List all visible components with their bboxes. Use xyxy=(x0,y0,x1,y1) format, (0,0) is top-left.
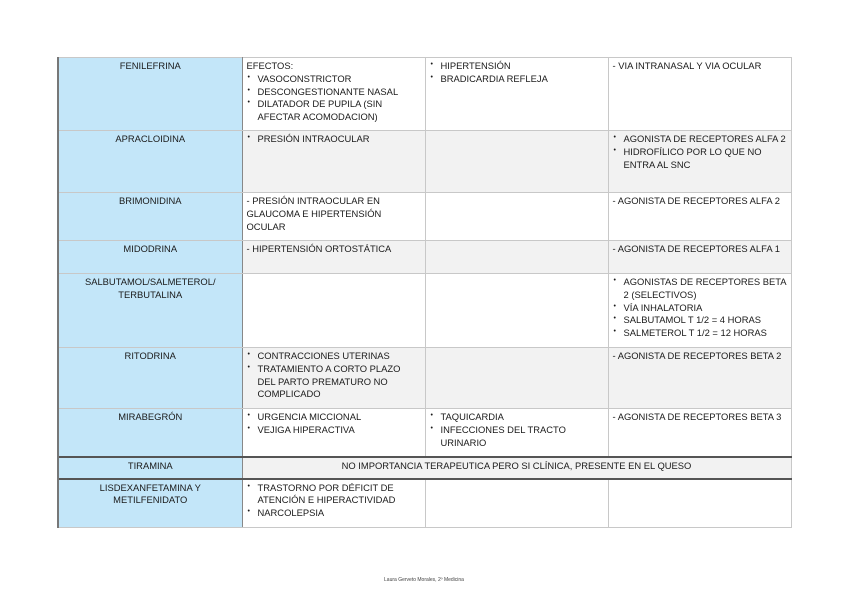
bullet-item: • DESCONGESTIONANTE NASAL xyxy=(247,86,421,99)
drug-name: MIDODRINA xyxy=(58,241,242,274)
table-row xyxy=(58,193,791,241)
c2-cell xyxy=(425,193,608,241)
c3-text: - AGONISTA DE RECEPTORES BETA 2 xyxy=(612,350,782,361)
c1-bullet-list xyxy=(247,133,421,146)
c3-cell xyxy=(608,131,791,193)
c3-cell xyxy=(608,193,791,241)
c3-text: - AGONISTA DE RECEPTORES BETA 3 xyxy=(612,411,782,422)
bullet-item: • BRADICARDIA REFLEJA xyxy=(430,73,604,86)
c1-bullet-list xyxy=(247,73,421,124)
drug-name: MIRABEGRÓN xyxy=(58,409,242,457)
c3-text: - AGONISTA DE RECEPTORES ALFA 2 xyxy=(612,195,780,206)
drug-name: BRIMONIDINA xyxy=(58,193,242,241)
table-row xyxy=(58,241,791,274)
c3-text: - AGONISTA DE RECEPTORES ALFA 1 xyxy=(612,243,780,254)
c2-cell xyxy=(425,348,608,409)
c2-cell xyxy=(425,274,608,348)
c2-cell xyxy=(425,131,608,193)
table-row xyxy=(58,457,791,479)
table-row xyxy=(58,348,791,409)
merged-note: NO IMPORTANCIA TERAPEUTICA PERO SI CLÍNICA, PRESENTE EN EL QUESO xyxy=(242,457,791,479)
bullet-item: • INFECCIONES DEL TRACTO URINARIO xyxy=(430,424,604,450)
pharmacology-table xyxy=(57,57,792,528)
bullet-item: • TRASTORNO POR DÉFICIT DE ATENCIÓN E HIPERACTIVIDAD xyxy=(247,482,421,508)
c1-bullet-list xyxy=(247,411,421,437)
c1-cell xyxy=(242,348,425,409)
drug-name: SALBUTAMOL/SALMETEROL/ TERBUTALINA xyxy=(58,274,242,348)
c1-cell xyxy=(242,274,425,348)
page-footer: Laura Gerveto Morales, 2º Medicina xyxy=(384,577,464,583)
drug-name: FENILEFRINA xyxy=(58,58,242,131)
c1-text: EFECTOS: xyxy=(246,60,294,71)
bullet-item: • AGONISTAS DE RECEPTORES BETA 2 (SELECTIVOS) xyxy=(613,276,787,302)
bullet-item: • HIDROFÍLICO POR LO QUE NO ENTRA AL SNC xyxy=(613,146,787,172)
c2-bullet-list xyxy=(430,60,604,86)
table-row xyxy=(58,409,791,457)
c1-cell xyxy=(242,241,425,274)
c3-text: - VIA INTRANASAL Y VIA OCULAR xyxy=(612,60,762,71)
c3-bullet-list xyxy=(613,276,787,340)
c3-cell xyxy=(608,409,791,457)
bullet-item: • SALMETEROL T 1/2 = 12 HORAS xyxy=(613,327,787,340)
c1-text: - PRESIÓN INTRAOCULAR EN GLAUCOMA E HIPERTENSIÓN OCULAR xyxy=(246,195,382,232)
c1-cell xyxy=(242,409,425,457)
table-row xyxy=(58,479,791,528)
drug-name: LISDEXANFETAMINA Y METILFENIDATO xyxy=(58,479,242,528)
c3-cell xyxy=(608,348,791,409)
bullet-item: • CONTRACCIONES UTERINAS xyxy=(247,350,421,363)
c1-text: - HIPERTENSIÓN ORTOSTÁTICA xyxy=(246,243,392,254)
c3-cell xyxy=(608,479,791,528)
table-row xyxy=(58,131,791,193)
bullet-item: • TRATAMIENTO A CORTO PLAZO DEL PARTO PREMATURO NO COMPLICADO xyxy=(247,363,421,401)
bullet-item: • SALBUTAMOL T 1/2 = 4 HORAS xyxy=(613,314,787,327)
c2-bullet-list xyxy=(430,411,604,449)
c2-cell xyxy=(425,58,608,131)
c2-cell xyxy=(425,409,608,457)
c2-cell xyxy=(425,241,608,274)
bullet-item: • VASOCONSTRICTOR xyxy=(247,73,421,86)
bullet-item: • VÍA INHALATORIA xyxy=(613,302,787,315)
bullet-item: • DILATADOR DE PUPILA (SIN AFECTAR ACOMODACION) xyxy=(247,98,421,124)
drug-name: TIRAMINA xyxy=(58,457,242,479)
bullet-item: • URGENCIA MICCIONAL xyxy=(247,411,421,424)
drug-name: APRACLOIDINA xyxy=(58,131,242,193)
c1-bullet-list xyxy=(247,350,421,401)
bullet-item: • VEJIGA HIPERACTIVA xyxy=(247,424,421,437)
c3-cell xyxy=(608,58,791,131)
bullet-item: • PRESIÓN INTRAOCULAR xyxy=(247,133,421,146)
c1-cell xyxy=(242,58,425,131)
c3-cell xyxy=(608,241,791,274)
bullet-item: • AGONISTA DE RECEPTORES ALFA 2 xyxy=(613,133,787,146)
c1-cell xyxy=(242,131,425,193)
c3-cell xyxy=(608,274,791,348)
table-row xyxy=(58,58,791,131)
c1-cell xyxy=(242,193,425,241)
c1-bullet-list xyxy=(247,482,421,520)
bullet-item: • NARCOLEPSIA xyxy=(247,507,421,520)
c3-bullet-list xyxy=(613,133,787,171)
table-row xyxy=(58,274,791,348)
c2-cell xyxy=(425,479,608,528)
c1-cell xyxy=(242,479,425,528)
bullet-item: • TAQUICARDIA xyxy=(430,411,604,424)
drug-name: RITODRINA xyxy=(58,348,242,409)
bullet-item: • HIPERTENSIÓN xyxy=(430,60,604,73)
